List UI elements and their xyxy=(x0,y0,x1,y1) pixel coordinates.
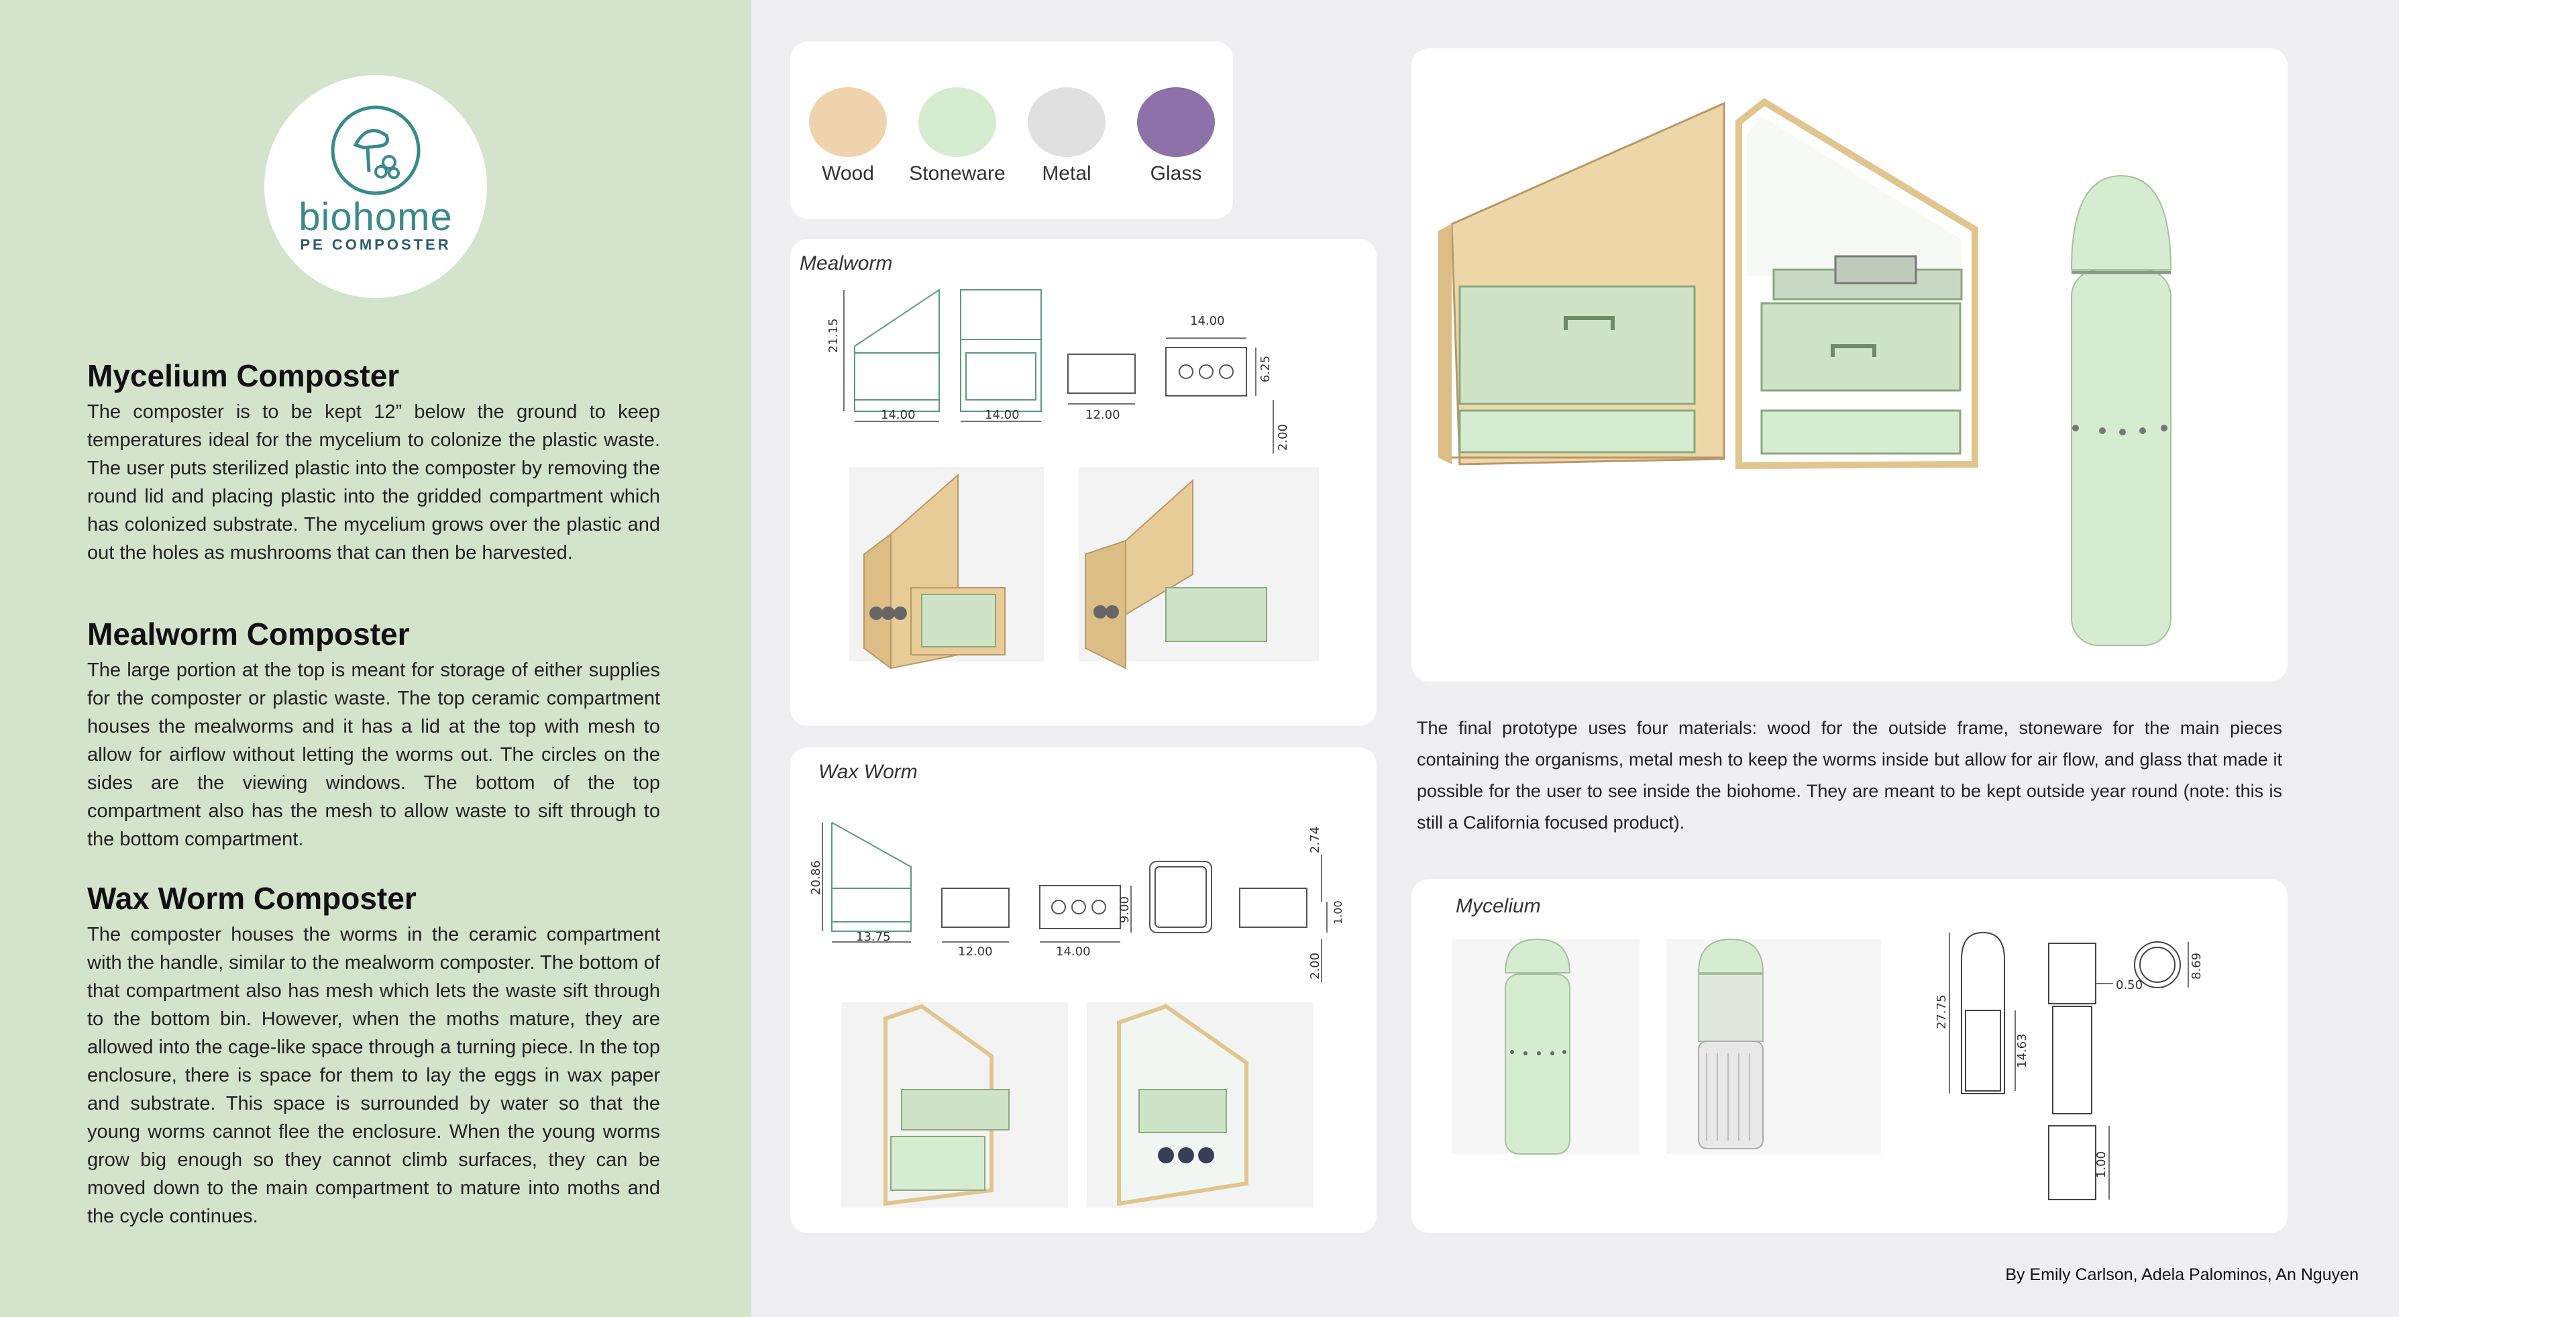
section-title: Mealworm Composter xyxy=(87,617,410,651)
mealworm-card xyxy=(790,239,1377,726)
dim-width: 12.00 xyxy=(958,945,993,959)
swatch-label: Metal xyxy=(1042,162,1091,185)
dim-top: 14.00 xyxy=(1190,314,1225,328)
section-mealworm xyxy=(87,616,660,853)
card-title: Mealworm xyxy=(800,252,893,274)
dim-width: 14.00 xyxy=(881,408,916,422)
swatch-label: Stoneware xyxy=(909,162,1006,185)
waxworm-render-right xyxy=(1087,1002,1313,1208)
mycelium-drawings xyxy=(1411,879,2288,1233)
card-title: Mycelium xyxy=(1456,895,1541,917)
logo-subtitle: PE COMPOSTER xyxy=(300,236,451,253)
waxworm-drawings xyxy=(790,747,1377,1233)
logo xyxy=(264,75,487,298)
mycelium-dimension-lines xyxy=(1949,933,2188,1200)
mealworm-front-view xyxy=(961,290,1041,411)
mealworm-side-view xyxy=(855,290,939,411)
mealworm-plan-views xyxy=(1068,348,1246,396)
dim-height: 27.75 xyxy=(1935,994,1949,1029)
dim-top: 2.74 xyxy=(1308,826,1322,853)
dim-diameter: 8.69 xyxy=(2190,952,2204,980)
waxworm-side-view xyxy=(832,823,911,931)
mealworm-render-closed xyxy=(849,467,1044,668)
dim-width: 12.00 xyxy=(1085,408,1120,422)
mycelium-card xyxy=(1411,879,2288,1233)
section-body: The large portion at the top is meant for storage of either supplies for the composter or plastic waste. The top ceramic compartment houses the mealworms and it has a lid at the top with mesh to allow for airflow without letting the worms out. The circles on the sides are the viewing windows. The bottom of the top compartment also has the mesh to allow waste to sift through to the bottom compartment. xyxy=(87,660,660,850)
waxworm-card xyxy=(790,747,1377,1233)
swatch-metal xyxy=(1028,87,1106,157)
dim-side: 6.25 xyxy=(1258,355,1273,382)
dim-mid: 9.00 xyxy=(1118,896,1132,923)
waxworm-unit-render xyxy=(1739,102,1975,466)
dim-mid: 14.63 xyxy=(2015,1033,2029,1068)
mycelium-section-view xyxy=(1962,933,2180,1200)
mealworm-render-open xyxy=(1079,467,1319,668)
section-title: Mycelium Composter xyxy=(87,358,400,393)
swatch-label: Wood xyxy=(822,162,874,185)
mycelium-render-closed xyxy=(1452,939,1640,1154)
section-body: The composter houses the worms in the ceramic compartment with the handle, similar to the mealworm composter. The bottom of that compartment also has mesh which lets the waste sift through to the bottom bin. However, when the moths mature, they are allowed into the cage-like space through a turning piece. In the top enclosure, there is space for them to lay the eggs in wax paper and substrate. This space is surrounded by water so that the young worms cannot flee the enclosure. When the young worms grow big enough so they cannot climb surfaces, they can be moved down to the main compartment to mature into moths and the cycle continues. xyxy=(87,924,660,1227)
dim-bottom: 2.00 xyxy=(1276,423,1290,451)
mealworm-drawings xyxy=(790,239,1377,726)
sidebar xyxy=(0,0,751,1317)
mycelium-render-open xyxy=(1666,939,1881,1154)
dim-height: 21.15 xyxy=(826,318,841,353)
materials-card xyxy=(790,42,1233,219)
swatch-label: Glass xyxy=(1150,162,1202,185)
swatch-wood xyxy=(809,87,887,157)
card-title: Wax Worm xyxy=(818,761,918,783)
waxworm-render-left xyxy=(841,1002,1068,1208)
prototype-render-card xyxy=(1411,48,2288,682)
section-title: Wax Worm Composter xyxy=(87,881,417,916)
dim-width: 13.75 xyxy=(856,930,891,944)
section-waxworm xyxy=(87,880,660,1230)
credits: By Emily Carlson, Adela Palominos, An Nguyen xyxy=(2005,1265,2359,1284)
dim-bottom: 2.00 xyxy=(1308,952,1322,980)
dim-bottom: 1.00 xyxy=(2094,1151,2108,1178)
swatch-glass xyxy=(1137,87,1215,157)
section-mycelium xyxy=(87,358,660,567)
dim-side: 1.00 xyxy=(1332,900,1344,925)
dim-width: 14.00 xyxy=(985,408,1020,422)
mealworm-unit-render xyxy=(1438,103,1724,464)
section-body: The composter is to be kept 12” below the ground to keep temperatures ideal for the mycelium to colonize the plastic waste. The user puts sterilized plastic into the composter by removing the round lid and placing plastic into the gridded compartment which has colonized substrate. The mycelium grows over the plastic and out the holes as mushrooms that can then be harvested. xyxy=(87,401,660,564)
logo-brand: biohome xyxy=(299,195,453,239)
mycelium-unit-render xyxy=(2072,176,2171,645)
mushroom-logo-icon xyxy=(329,103,423,197)
dim-gap: 0.50 xyxy=(2116,978,2143,992)
dim-height: 20.86 xyxy=(809,860,823,895)
prototype-description: The final prototype uses four materials: wood for the outside frame, stoneware for the main pieces containing the organisms, metal mesh to keep the worms inside but allow for air flow, and glass that made it possible for the user to see inside the biohome. They are meant to be kept outside year round (note: this is still a California focused product). xyxy=(1417,718,2282,833)
prototype-render xyxy=(1411,48,2288,682)
swatch-stoneware xyxy=(918,87,996,157)
dim-width: 14.00 xyxy=(1056,945,1091,959)
